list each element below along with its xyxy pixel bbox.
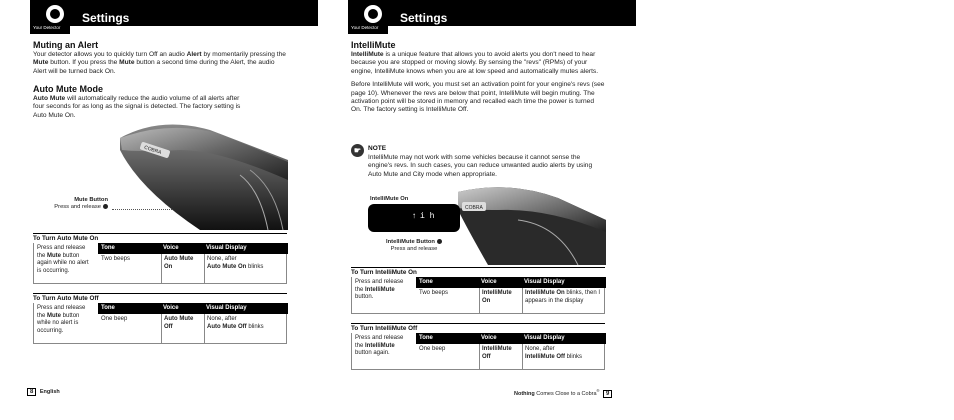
intellimute-button-callout: IntelliMute Button Press and release [378,239,450,253]
header-bar [348,0,636,30]
action-cell: Press and release the Mute button while no alert is occurring. [37,305,86,334]
tone-cell: One beep [419,346,446,352]
voice-cell: Auto Mute On [164,256,194,270]
tone-cell: Two beeps [419,290,449,296]
table-header: Tone Voice Visual Display [98,243,288,254]
intellimute-heading: IntelliMute [351,40,396,50]
page-number: 9 [603,390,612,398]
table-title-auto-mute-on: To Turn Auto Mute On [33,233,287,242]
action-cell: Press and release the Mute button again while no alert is occurring. [37,245,89,274]
action-cell: Press and release the IntelliMute button again. [355,335,404,356]
display-cell: None, after Auto Mute On blinks [207,256,264,270]
note-title: NOTE [368,145,387,152]
page-number: 8 [27,388,36,396]
left-page [0,0,318,420]
section-tab [348,0,388,34]
cobra-logo-icon [46,5,64,23]
table-header: Tone Voice Visual Display [416,277,606,288]
callout-dot-icon [103,204,108,209]
auto-mute-text: Auto Mute will automatically reduce the audio volume of all alerts after four seconds for as long as the signal is detected. The factory setting is Auto Mute On. [33,95,241,119]
muting-text: Your detector allows you to quickly turn Off an audio Alert by momentarily pressing the Mute button. If you press the Mute button a second time during the Alert, the audio Alert will be turned back On. [33,51,286,75]
tone-cell: One beep [101,316,128,322]
display-cell: IntelliMute On blinks, then I appears in the display [525,290,601,304]
callout-dot-icon [437,239,442,244]
intellimute-activation-text: Before IntelliMute will work, you must set an activation point for your engine's revs (see page 10). Whenever the revs are below that point, IntelliMute will begin muting. The activation point will be stored in memory and recalled each time the power is turned On. The factory setting is IntelliMute Off. [351,81,605,114]
detector-photo [100,120,288,230]
section-tab [30,0,70,34]
table-header: Tone Voice Visual Display [98,303,288,314]
page-title: Settings [82,11,130,25]
display-panel [368,204,460,232]
table-title-auto-mute-off: To Turn Auto Mute Off [33,293,287,302]
display-readout: i h [420,212,435,221]
tab-label: Your Detector [33,25,61,30]
auto-mute-section [33,84,288,120]
voice-cell: IntelliMute Off [482,346,512,360]
table-auto-mute-on [33,243,287,284]
muting-heading: Muting an Alert [33,40,99,50]
intellimute-section [351,40,606,115]
display-cell: None, after IntelliMute Off blinks [525,346,583,360]
voice-cell: IntelliMute On [482,290,512,304]
footer-registered-mark: ® [596,388,600,393]
display-cell: None, after Auto Mute Off blinks [207,316,264,330]
voice-cell: Auto Mute Off [164,316,194,330]
callout-leader [112,209,172,210]
footer-tagline: Comes Close to a Cobra [534,390,597,397]
table-auto-mute-off [33,303,287,344]
tab-label: Your Detector [351,25,379,30]
detector-photo [458,180,606,265]
header-bar [30,0,318,30]
page-title: Settings [400,11,448,25]
note-box [351,144,606,184]
device-logo: COBRA [143,144,163,156]
table-intellimute-off [351,333,605,370]
muting-section [33,40,288,76]
mute-button-callout: Mute Button Press and release [54,197,108,211]
auto-mute-heading: Auto Mute Mode [33,84,103,94]
footer-tagline-bold: Nothing [514,390,535,397]
device-logo: COBRA [465,205,483,211]
intellimute-intro: IntelliMute is a unique feature that allows you to avoid alerts you don't need to hear because you are stopped or moving slowly. By sensing the "revs" (RPMs) of your engine, IntelliMute knows when you are at low speed and automatically mutes alerts. [351,51,599,75]
right-page [318,0,636,420]
note-hand-icon: ☛ [351,144,364,157]
display-label: IntelliMute On [370,196,409,202]
table-header: Tone Voice Visual Display [416,333,606,344]
footer-language: English [39,389,60,395]
cobra-logo-icon [364,5,382,23]
table-title-intellimute-on: To Turn IntelliMute On [351,267,605,276]
table-intellimute-on [351,277,605,314]
action-cell: Press and release the IntelliMute button. [355,279,404,300]
note-text: IntelliMute may not work with some vehicles because it cannot sense the engine's revs. In such cases, you can reduce unwanted audio alerts by using Auto Mute and City mode when appropriate. [368,154,593,178]
arrow-up-icon: ↑ [412,211,416,220]
footer-right [514,388,614,398]
footer-left [25,388,60,396]
table-title-intellimute-off: To Turn IntelliMute Off [351,323,605,332]
tone-cell: Two beeps [101,256,131,262]
